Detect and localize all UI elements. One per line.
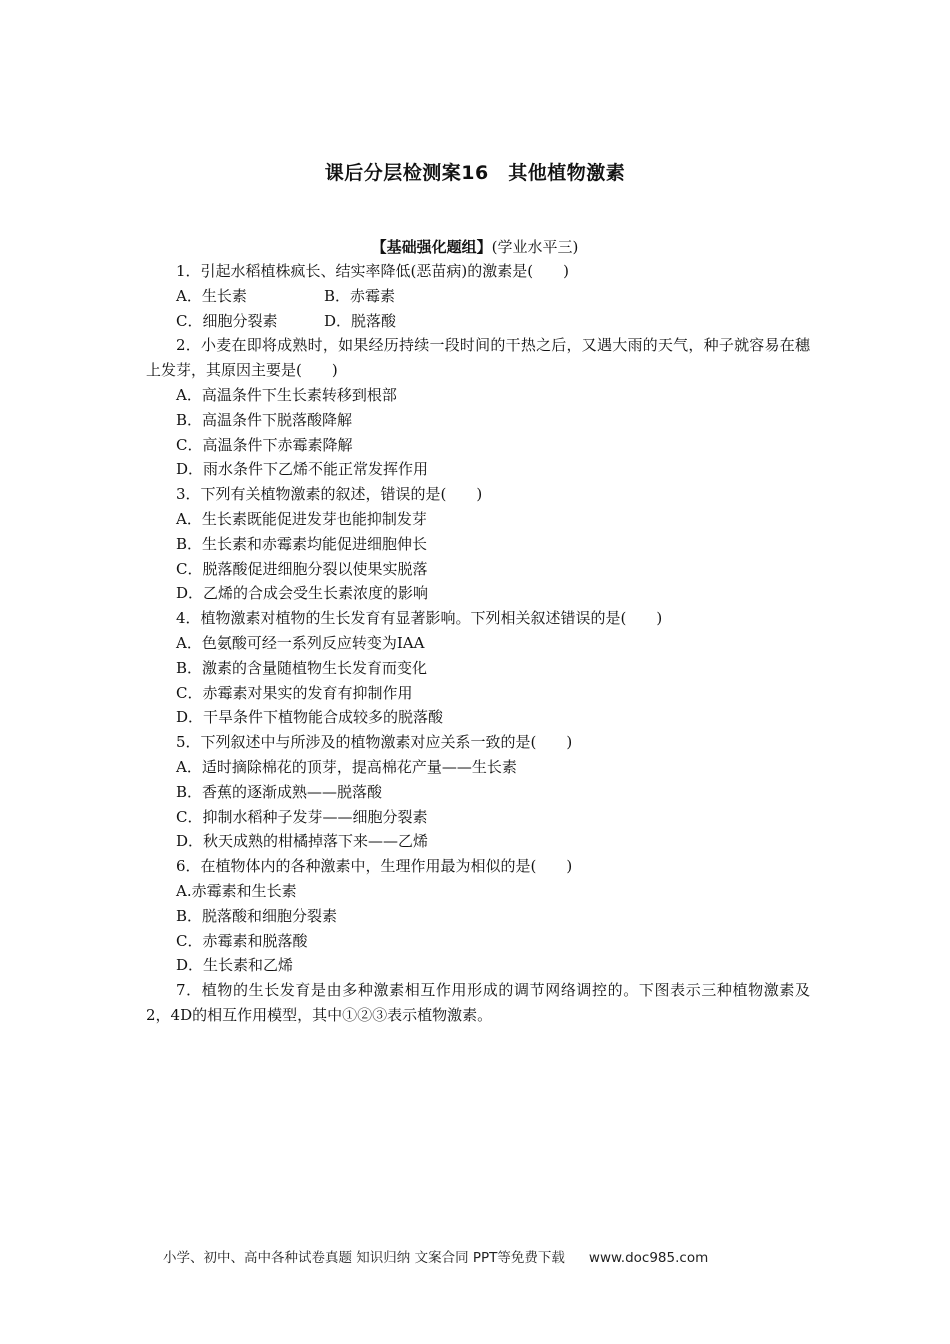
question-2-stem: 2．小麦在即将成熟时，如果经历持续一段时间的干热之后，又遇大雨的天气，种子就容易在穗上发芽，其原因主要是( ) <box>146 336 810 380</box>
footer-site-link[interactable]: www.doc985.com <box>588 1250 709 1266</box>
question-6-option-d: D．生长素和乙烯 <box>176 956 294 975</box>
question-3-stem: 3．下列有关植物激素的叙述，错误的是( ) <box>176 485 483 504</box>
question-2-option-c: C．高温条件下赤霉素降解 <box>176 435 353 454</box>
footer-text: 小学、初中、高中各种试卷真题 知识归纳 文案合同 PPT等免费下载 <box>163 1250 565 1266</box>
question-1-option-c: C．细胞分裂素 <box>176 311 278 330</box>
question-1-options-row-2 <box>146 309 810 334</box>
question-5-stem: 5．下列叙述中与所涉及的植物激素对应关系一致的是( ) <box>176 733 573 752</box>
question-1-options-row-1 <box>146 284 810 309</box>
question-1-option-b: B．赤霉素 <box>324 286 396 305</box>
question-1-option-d: D．脱落酸 <box>324 311 397 330</box>
question-3-option-a: A．生长素既能促进发芽也能抑制发芽 <box>176 509 427 528</box>
question-3-option-c: C．脱落酸促进细胞分裂以使果实脱落 <box>176 559 428 578</box>
section-label: 【基础强化题组】 <box>371 238 492 256</box>
question-6-option-c: C．赤霉素和脱落酸 <box>176 931 308 950</box>
question-6-stem: 6．在植物体内的各种激素中，生理作用最为相似的是( ) <box>176 857 573 876</box>
question-list <box>146 259 810 1028</box>
question-5-option-b: B．香蕉的逐渐成熟——脱落酸 <box>176 782 383 801</box>
question-5-option-c: C．抑制水稻种子发芽——细胞分裂素 <box>176 807 428 826</box>
section-note: (学业水平三) <box>491 238 579 256</box>
question-7-stem: 7．植物的生长发育是由多种激素相互作用形成的调节网络调控的。下图表示三种植物激素及2，4D的相互作用模型，其中①②③表示植物激素。 <box>146 981 810 1024</box>
question-5-option-a: A．适时摘除棉花的顶芽，提高棉花产量——生长素 <box>176 757 517 776</box>
question-6-option-b: B．脱落酸和细胞分裂素 <box>176 906 338 925</box>
question-4-stem: 4．植物激素对植物的生长发育有显著影响。下列相关叙述错误的是( ) <box>176 609 663 628</box>
question-5-option-d: D．秋天成熟的柑橘掉落下来——乙烯 <box>176 832 429 851</box>
question-1-option-a: A．生长素 <box>176 286 247 305</box>
question-4-option-b: B．激素的含量随植物生长发育而变化 <box>176 658 428 677</box>
question-4-option-a: A．色氨酸可经一系列反应转变为IAA <box>176 633 425 652</box>
question-4-option-c: C．赤霉素对果实的发育有抑制作用 <box>176 683 413 702</box>
question-1-stem: 1．引起水稻植株疯长、结实率降低(恶苗病)的激素是( ) <box>176 262 569 280</box>
question-2-option-d: D．雨水条件下乙烯不能正常发挥作用 <box>176 460 429 479</box>
page-title: 课后分层检测案16 其他植物激素 <box>324 162 626 184</box>
question-3-option-b: B．生长素和赤霉素均能促进细胞伸长 <box>176 534 428 553</box>
question-2-option-b: B．高温条件下脱落酸降解 <box>176 410 353 429</box>
page-footer <box>163 1246 708 1266</box>
question-2-option-a: A．高温条件下生长素转移到根部 <box>176 385 397 404</box>
question-3-option-d: D．乙烯的合成会受生长素浓度的影响 <box>176 584 429 603</box>
question-6-option-a: A.赤霉素和生长素 <box>176 881 297 900</box>
question-4-option-d: D．干旱条件下植物能合成较多的脱落酸 <box>176 708 444 727</box>
section-header <box>0 236 950 257</box>
